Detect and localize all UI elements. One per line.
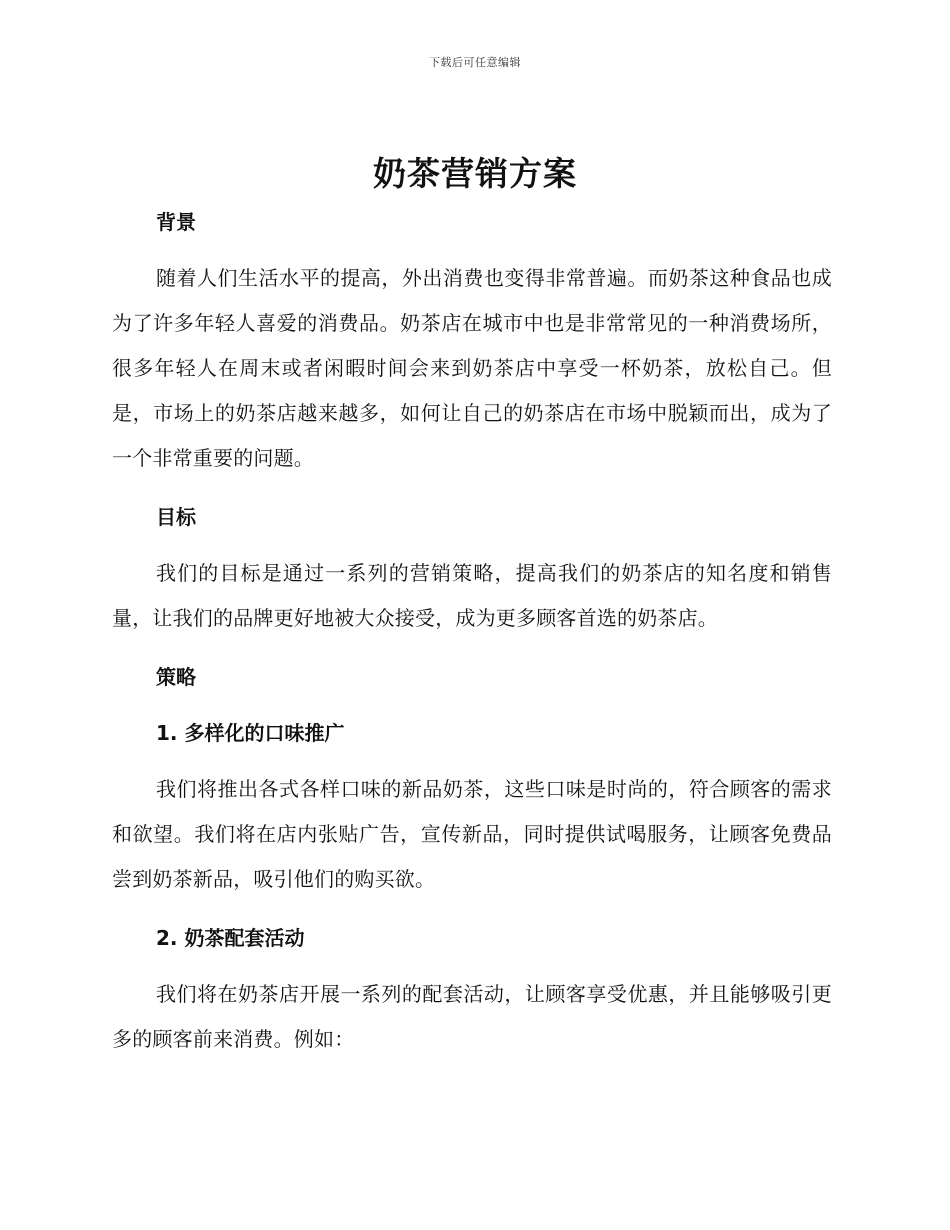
paragraph-background: 随着人们生活水平的提高，外出消费也变得非常普遍。而奶茶这种食品也成为了许多年轻人喜爱的消费品。奶茶店在城市中也是非常常见的一种消费场所，很多年轻人在周末或者闲暇时间会来到奶茶店中享受一杯奶茶，放松自己。但是，市场上的奶茶店越来越多，如何让自己的奶茶店在市场中脱颖而出，成为了一个非常重要的问题。 [112, 266, 832, 470]
paragraph-strategy-1: 我们将推出各式各样口味的新品奶茶，这些口味是时尚的，符合顾客的需求和欲望。我们将在店内张贴广告，宣传新品，同时提供试喝服务，让顾客免费品尝到奶茶新品，吸引他们的购买欲。 [112, 777, 832, 891]
paragraph-strategy-2: 我们将在奶茶店开展一系列的配套活动，让顾客享受优惠，并且能够吸引更多的顾客前来消费。例如： [112, 982, 832, 1051]
document-body [112, 200, 832, 1062]
paragraph-goal: 我们的目标是通过一系列的营销策略，提高我们的奶茶店的知名度和销售量，让我们的品牌更好地被大众接受，成为更多顾客首选的奶茶店。 [112, 561, 832, 630]
section-heading-background: 背景 [156, 210, 196, 234]
subheading-strategy-1: 1. 多样化的口味推广 [156, 721, 345, 745]
document-title: 奶茶营销方案 [373, 154, 577, 193]
section-heading-strategy: 策略 [156, 665, 196, 689]
subheading-strategy-2: 2. 奶茶配套活动 [156, 926, 305, 950]
header-note: 下载后可任意编辑 [429, 56, 521, 69]
section-heading-goal: 目标 [156, 505, 196, 529]
